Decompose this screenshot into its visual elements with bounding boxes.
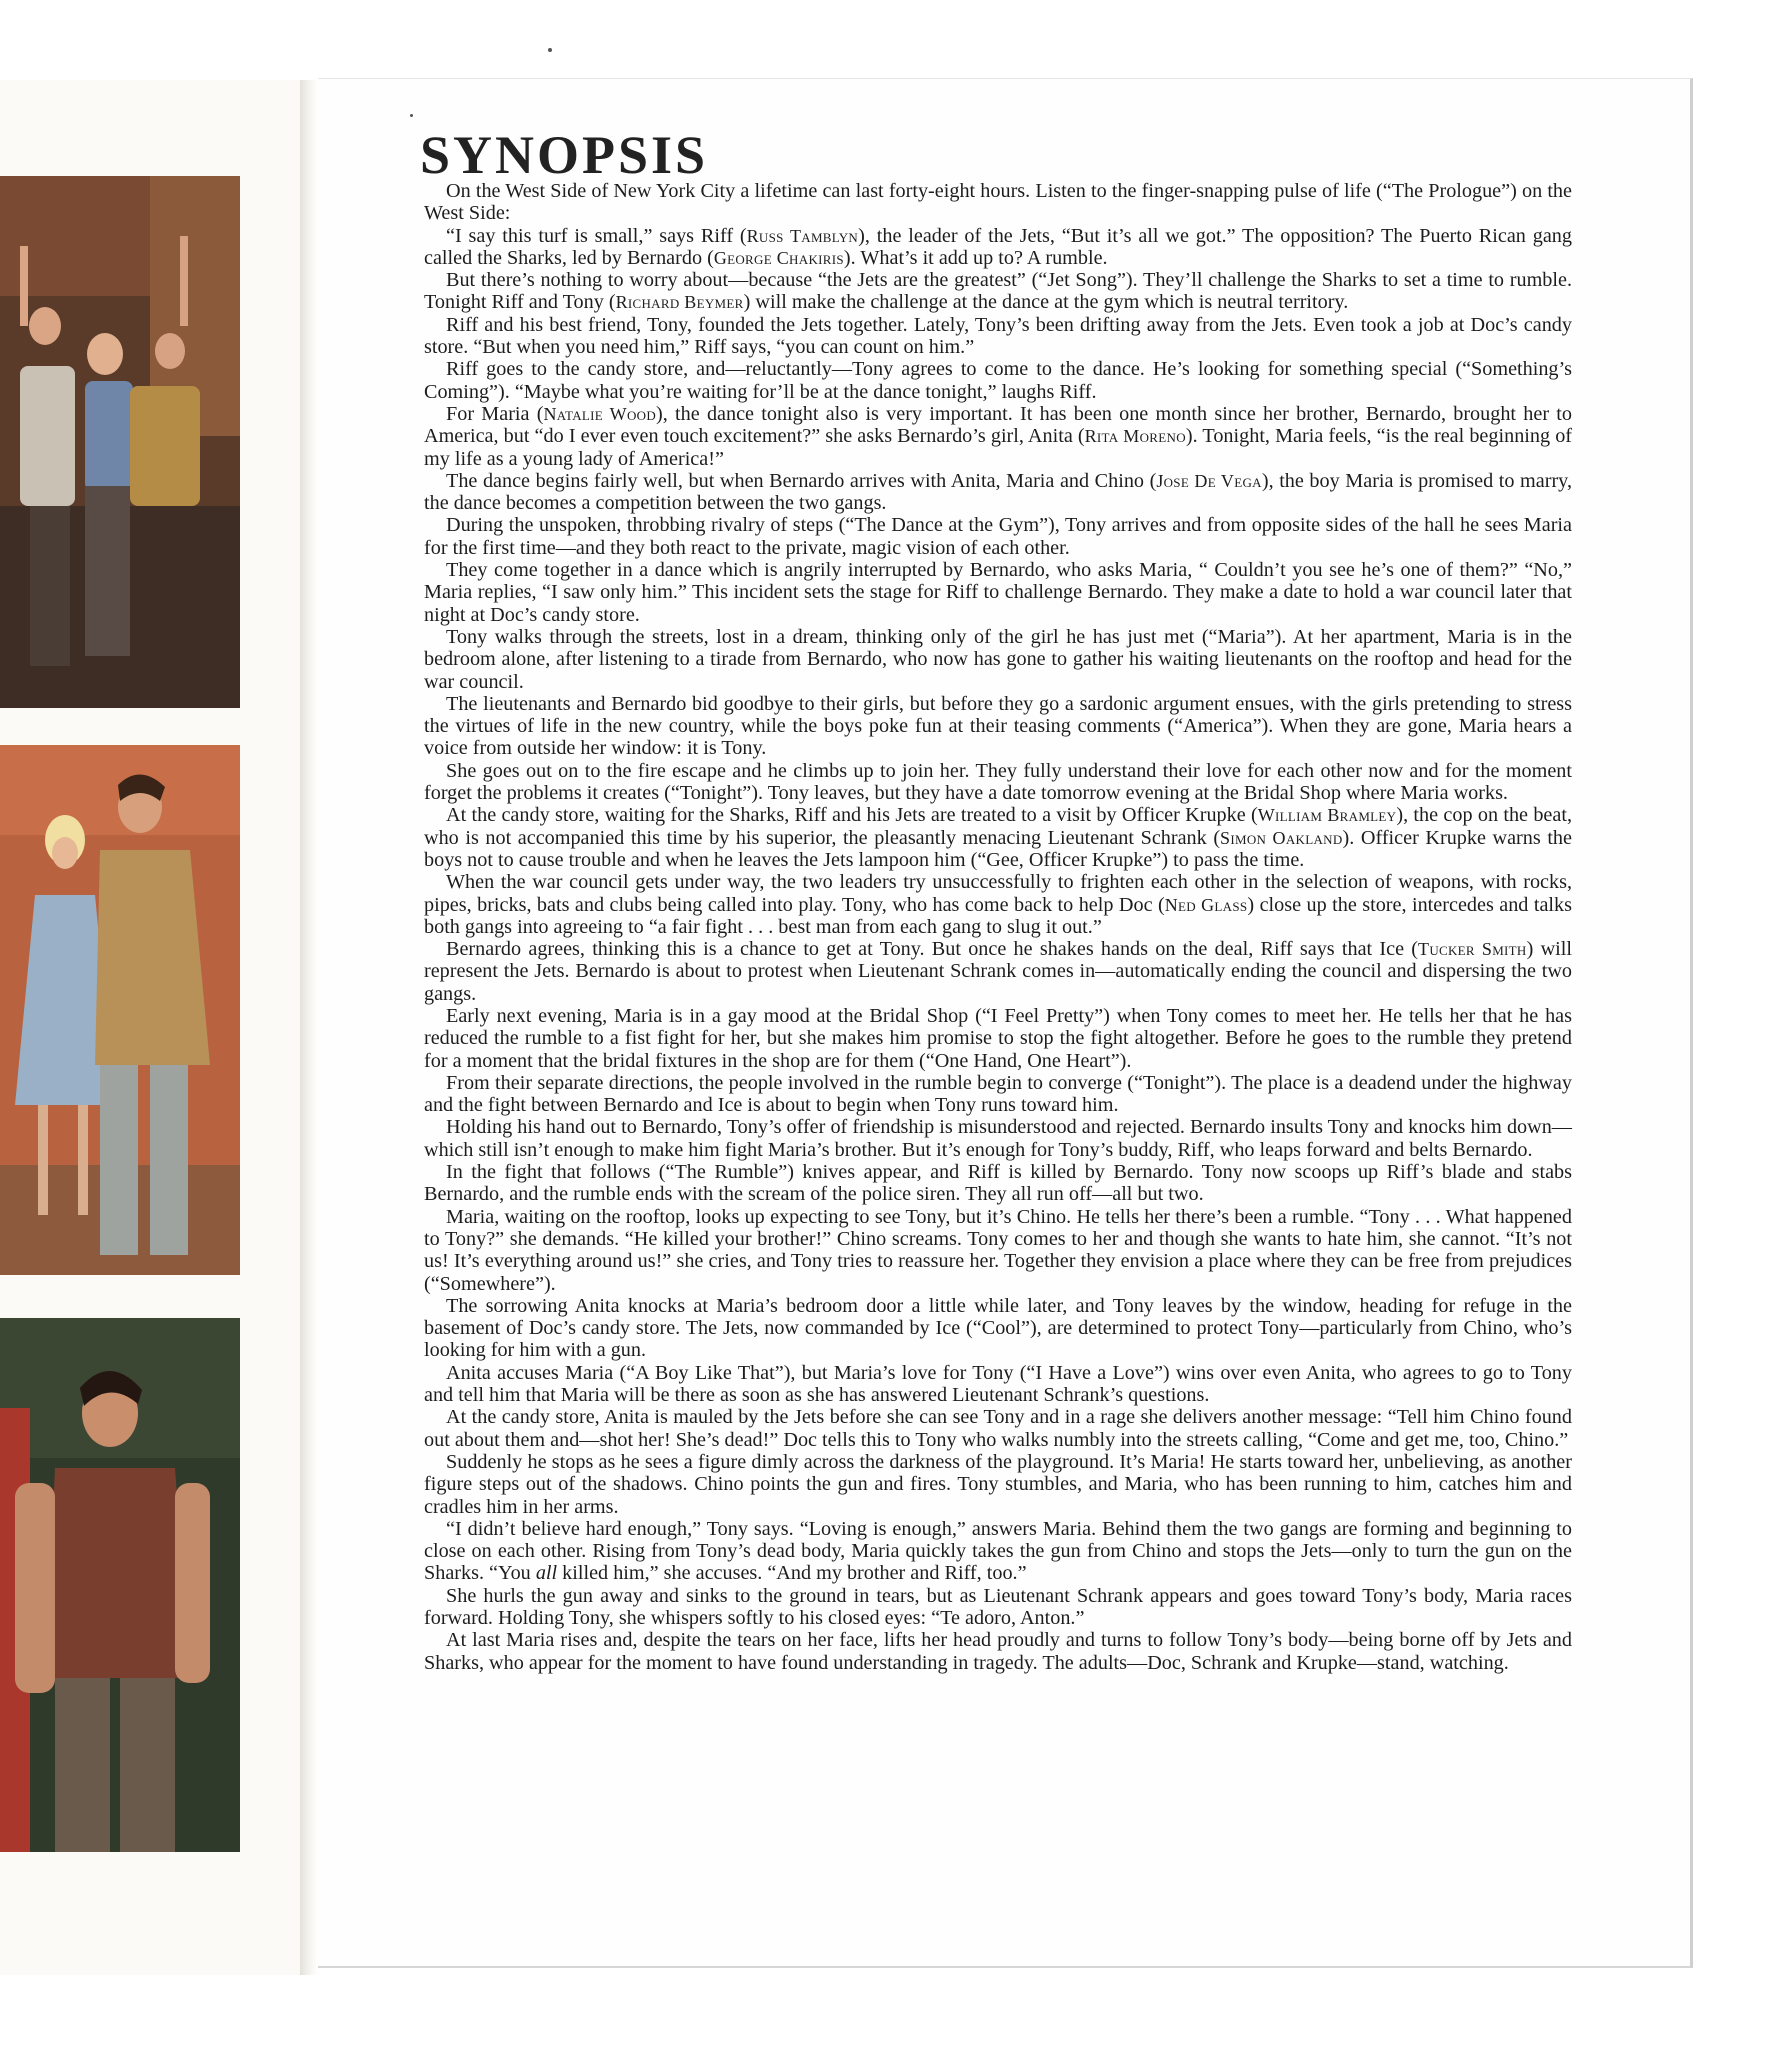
paragraph-text: Riff and his best friend, Tony, founded the Jets together. Lately, Tony’s been drifting away from the Jets. Even took a job at Doc’s candy store. “But when you need him,” Riff says, “you can count on him.”	[424, 313, 1572, 359]
paragraph-text: The lieutenants and Bernardo bid goodbye to their girls, but before they go a sardonic argument ensues, with the girls pretending to stress the virtues of life in the new country, while the boys poke fun at their teasing comments (“America”). When they are gone, Maria hears a voice from outside her window: it is Tony.	[424, 692, 1572, 760]
paragraph-text: ), the boy Maria is promised to marry, the dance becomes a competition between the two gangs.	[424, 469, 1572, 515]
paragraph-text: ). What’s it add up to? A rumble.	[843, 246, 1108, 269]
emphasis-text: all	[535, 1562, 558, 1585]
paragraph-text: ) will represent the Jets. Bernardo is about to protest when Lieutenant Schrank comes in—automatically ending the council and dispersing the two gangs.	[424, 938, 1572, 1005]
synopsis-paragraph	[424, 269, 1572, 314]
cast-name: Jose De Vega	[1156, 470, 1262, 491]
synopsis-paragraph	[424, 1161, 1572, 1206]
paragraph-text: Maria, waiting on the rooftop, looks up expecting to see Tony, but it’s Chino. He tells her there’s been a rumble. “Tony . . . What happened to Tony?” she demands. “He killed your brother!” Chino screams. Tony comes to her and though she wants to hate him, she cannot. “It’s not us! It’s everything around us!” she cries, and Tony tries to reassure her. Together they envision a place where they can be free from prejudices (“Somewhere”).	[424, 1205, 1572, 1295]
synopsis-paragraph	[424, 1295, 1572, 1362]
paragraph-text: But there’s nothing to worry about—because “the Jets are the greatest” (“Jet Song”). They’ll challenge the Sharks to set a time to rumble. Tonight Riff and Tony (	[424, 269, 1572, 314]
photo-jets-dancing	[0, 176, 240, 708]
synopsis-paragraph	[424, 626, 1572, 693]
photo-tony-in-street	[0, 1318, 240, 1852]
synopsis-paragraph	[424, 938, 1572, 1005]
cast-name: Russ Tamblyn	[746, 225, 859, 246]
paragraph-text: killed him,” she accuses. “And my brother and Riff, too.”	[557, 1562, 1027, 1585]
synopsis-paragraph	[424, 1585, 1572, 1630]
paragraph-text: The sorrowing Anita knocks at Maria’s bedroom door a little while later, and Tony leaves by the window, heading for refuge in the basement of Doc’s candy store. The Jets, now commanded by Ice (“Cool”), are determined to protect Tony—particularly from Chino, who’s looking for him with a gun.	[424, 1294, 1572, 1362]
paragraph-text: At the candy store, waiting for the Sharks, Riff and his Jets are treated to a visit by Officer Krupke (	[446, 804, 1258, 827]
synopsis-paragraph	[424, 403, 1572, 470]
paragraph-text: ) close up the store, intercedes and talks both gangs into agreeing to “a fair fight . . . best man from each gang to slug it out.”	[424, 893, 1572, 938]
paragraph-text: “I say this turf is small,” says Riff (	[446, 224, 747, 247]
synopsis-paragraph	[424, 1005, 1572, 1072]
synopsis-paragraph	[424, 180, 1572, 225]
paragraph-text: For Maria (	[446, 402, 544, 425]
synopsis-paragraph	[424, 1206, 1572, 1295]
synopsis-body	[424, 180, 1572, 1674]
cast-name: Simon Oakland	[1220, 827, 1343, 848]
cast-name: Rita Moreno	[1084, 426, 1186, 447]
paragraph-text: “I didn’t believe hard enough,” Tony says. “Loving is enough,” answers Maria. Behind them the two gangs are forming and beginning to close on each other. Rising from Tony’s dead body, Maria quickly takes the gun from Chino and stops the Jets—only to turn the gun on the Sharks. “You	[424, 1517, 1572, 1585]
synopsis-paragraph	[424, 314, 1572, 359]
paragraph-text: ). Tonight, Maria feels, “is the real beginning of my life as a young lady of America!”	[424, 425, 1573, 470]
paragraph-text: ) will make the challenge at the dance at the gym which is neutral territory.	[743, 291, 1349, 314]
synopsis-paragraph	[424, 871, 1572, 938]
synopsis-paragraph	[424, 1629, 1572, 1674]
synopsis-paragraph	[424, 1406, 1572, 1451]
paragraph-text: Anita accuses Maria (“A Boy Like That”), but Maria’s love for Tony (“I Have a Love”) wins over even Anita, who agrees to go to Tony and tell him that Maria will be there as soon as she has answered Lieutenant Schrank’s questions.	[424, 1361, 1572, 1407]
paragraph-text: She hurls the gun away and sinks to the ground in tears, but as Lieutenant Schrank appears and goes toward Tony’s body, Maria races forward. Holding Tony, she whispers softly to his closed eyes: “Te adoro, Anton.”	[424, 1584, 1572, 1629]
paragraph-text: On the West Side of New York City a lifetime can last forty-eight hours. Listen to the finger-snapping pulse of life (“The Prologue”) on the West Side:	[424, 180, 1572, 225]
paragraph-text: From their separate directions, the people involved in the rumble begin to converge (“Tonight”). The place is a deadend under the highway and the fight between Bernardo and Ice is about to begin when Tony runs toward him.	[424, 1071, 1572, 1117]
paragraph-text: Bernardo agrees, thinking this is a chance to get at Tony. But once he shakes hands on the deal, Riff says that Ice (	[446, 938, 1419, 961]
paragraph-text: At last Maria rises and, despite the tears on her face, lifts her head proudly and turns to follow Tony’s body—being borne off by Jets and Sharks, who appear for the moment to have found understanding in tragedy. The adults—Doc, Schrank and Krupke—stand, watching.	[424, 1629, 1572, 1674]
synopsis-paragraph	[424, 760, 1572, 805]
paragraph-text: In the fight that follows (“The Rumble”) knives appear, and Riff is killed by Bernardo. Tony now scoops up Riff’s blade and stabs Bernardo, and the rumble ends with the scream of the police siren. They all run off—all but two.	[424, 1161, 1572, 1206]
synopsis-paragraph	[424, 514, 1572, 559]
cast-name: Ned Glass	[1164, 894, 1248, 915]
synopsis-paragraph	[424, 1116, 1572, 1161]
paragraph-text: ). Officer Krupke warns the boys not to cause trouble and when he leaves the Jets lampoon him (“Gee, Officer Krupke”) to pass the time.	[424, 826, 1572, 871]
book-gutter	[300, 80, 318, 1975]
print-speck	[410, 114, 413, 117]
synopsis-paragraph	[424, 804, 1572, 871]
paragraph-text: The dance begins fairly well, but when Bernardo arrives with Anita, Maria and Chino (	[446, 469, 1157, 492]
paragraph-text: ), the dance tonight also is very important. It has been one month since her brother, Bernardo, brought her to America, but “do I ever even touch excitement?” she asks Bernardo’s girl, Anita (	[424, 402, 1573, 448]
paragraph-text: Riff goes to the candy store, and—reluctantly—Tony agrees to come to the dance. He’s looking for something special (“Something’s Coming”). “Maybe what you’re waiting for’ll be at the dance tonight,” laughs Riff.	[424, 358, 1572, 403]
synopsis-paragraph	[424, 1451, 1572, 1518]
synopsis-paragraph	[424, 1518, 1572, 1585]
paragraph-text: Tony walks through the streets, lost in a dream, thinking only of the girl he has just met (“Maria”). At her apartment, Maria is in the bedroom alone, after listening to a tirade from Bernardo, who now has gone to gather his waiting lieutenants on the rooftop and head for the war council.	[424, 625, 1572, 693]
print-speck	[548, 48, 552, 52]
page-title: SYNOPSIS	[420, 125, 709, 185]
paragraph-text: She goes out on to the fire escape and he climbs up to join her. They fully understand their love for each other now and for the moment forget the problems it creates (“Tonight”). Tony leaves, but they have a date tomorrow evening at the Bridal Shop where Maria works.	[424, 759, 1572, 805]
synopsis-paragraph	[424, 225, 1572, 270]
synopsis-paragraph	[424, 358, 1572, 403]
paragraph-text: Early next evening, Maria is in a gay mood at the Bridal Shop (“I Feel Pretty”) when Tony comes to meet her. He tells her that he has reduced the rumble to a fist fight for her, but she makes him promise to stop the fight altogether. Before he goes to the rumble they pretend for a moment that the bridal fixtures in the shop are for them (“One Hand, One Heart”).	[424, 1004, 1572, 1072]
paragraph-text: ), the leader of the Jets, “But it’s all we got.” The opposition? The Puerto Rican gang called the Sharks, led by Bernardo (	[424, 224, 1572, 269]
paragraph-text: During the unspoken, throbbing rivalry of steps (“The Dance at the Gym”), Tony arrives and from opposite sides of the hall he sees Maria for the first time—and they both react to the private, magic vision of each other.	[424, 514, 1572, 559]
cast-name: Richard Beymer	[615, 292, 744, 313]
cast-name: William Bramley	[1257, 805, 1397, 826]
paragraph-text: When the war council gets under way, the two leaders try unsuccessfully to frighten each other in the selection of weapons, with rocks, pipes, bricks, bats and clubs being called into play. Tony, who has come back to help Doc (	[424, 871, 1572, 916]
paragraph-text: Holding his hand out to Bernardo, Tony’s offer of friendship is misunderstood and rejected. Bernardo insults Tony and knocks him down—which still isn’t enough to make him fight Maria’s brother. But it’s enough for Tony’s buddy, Riff, who leaps forward and belts Bernardo.	[424, 1116, 1572, 1161]
synopsis-paragraph	[424, 1072, 1572, 1117]
synopsis-paragraph	[424, 470, 1572, 515]
paragraph-text: ), the cop on the beat, who is not accompanied this time by his superior, the pleasantly menacing Lieutenant Schrank (	[424, 804, 1572, 849]
paragraph-text: They come together in a dance which is angrily interrupted by Bernardo, who asks Maria, “ Couldn’t you see he’s one of them?” “No,” Maria replies, “I saw only him.” This incident sets the stage for Riff to challenge Bernardo. They make a date to hold a war council later that night at Doc’s candy store.	[424, 559, 1572, 626]
paragraph-text: Suddenly he stops as he sees a figure dimly across the darkness of the playground. It’s Maria! He starts toward her, unbelieving, as another figure steps out of the shadows. Chino points the gun and fires. Tony stumbles, and Maria, who has been running to him, catches him and cradles him in her arms.	[424, 1450, 1572, 1518]
synopsis-paragraph	[424, 1362, 1572, 1407]
photo-tony-and-girl	[0, 745, 240, 1275]
synopsis-paragraph	[424, 559, 1572, 626]
paragraph-text: At the candy store, Anita is mauled by the Jets before she can see Tony and in a rage she delivers another message: “Tell him Chino found out about them and—shot her! She’s dead!” Doc tells this to Tony who walks numbly into the streets calling, “Come and get me, too, Chino.”	[424, 1406, 1572, 1451]
synopsis-paragraph	[424, 693, 1572, 760]
cast-name: George Chakiris	[713, 247, 844, 268]
cast-name: Natalie Wood	[543, 403, 657, 424]
cast-name: Tucker Smith	[1418, 939, 1527, 960]
